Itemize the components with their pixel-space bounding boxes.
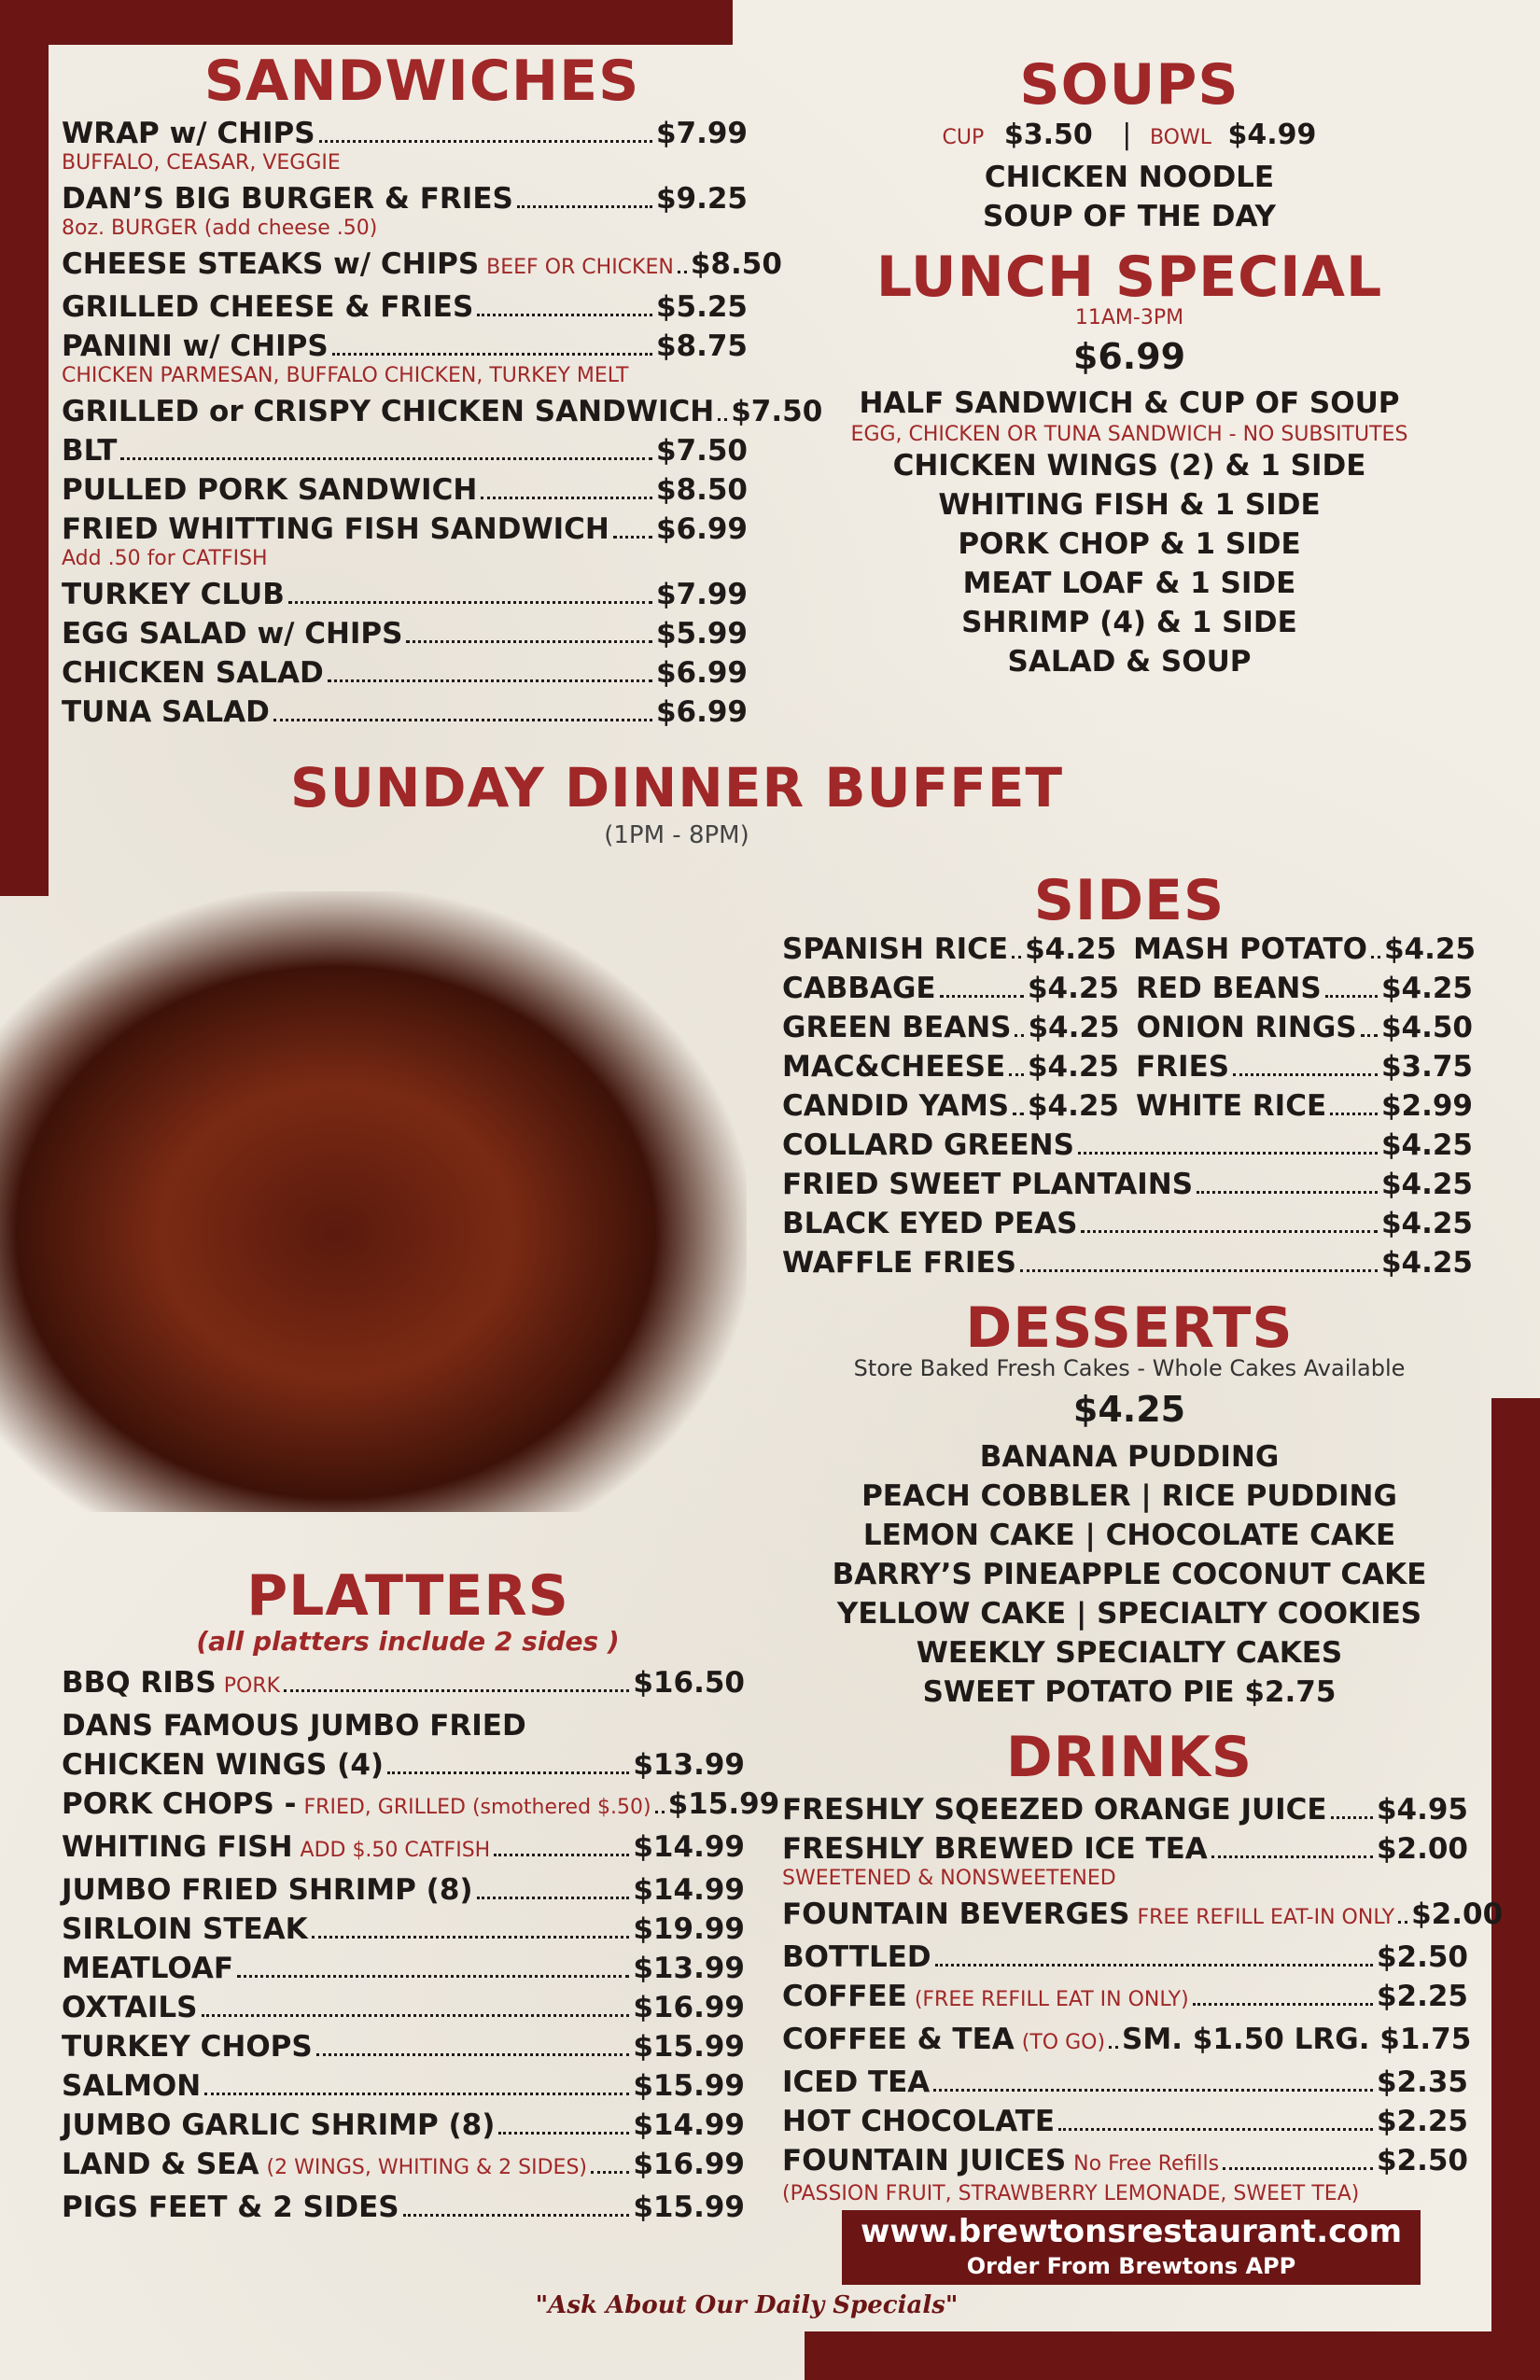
item-price: $2.35 [1376,2065,1468,2099]
sides-pairs [782,930,1477,1126]
item-price: $16.50 [633,1666,745,1700]
order-banner [842,2210,1421,2285]
item-price: $15.99 [633,2030,745,2064]
item-subtext: 8oz. BURGER (add cheese .50) [62,217,378,240]
item-name: WAFFLE FRIES [782,1246,1016,1280]
item-price: $19.99 [633,1912,745,1946]
item-price: $4.25 [1028,1011,1120,1044]
item-subtext: CHICKEN PARMESAN, BUFFALO CHICKEN, TURKEY MELT [62,364,629,387]
item-name: HOT CHOCOLATE [782,2105,1056,2138]
item-name: TURKEY CHOPS [62,2030,313,2064]
sandwich-item [62,392,823,431]
item-name: CHICKEN WINGS (4) [62,1748,385,1782]
cup-label: CUP [942,126,985,149]
platter-item [62,2188,745,2227]
dot-leader [328,679,652,682]
dot-leader [120,457,652,460]
item-name: FRIED WHITTING FISH SANDWICH [62,512,609,546]
item-name: MASH POTATO [1133,932,1367,966]
sides-row [782,930,1477,969]
dot-leader [481,497,652,499]
item-subtext: (PASSION FRUIT, STRAWBERRY LEMONADE, SWEET TEA) [782,2182,1360,2205]
item-price: $15.99 [633,2069,745,2103]
item-subtext: BUFFALO, CEASAR, VEGGIE [62,151,341,175]
item-name: CHICKEN SALAD [62,656,324,690]
dot-leader [1009,1073,1024,1076]
item-name: FOUNTAIN JUICES [782,2144,1067,2177]
dot-leader [1015,1034,1024,1037]
dot-leader [933,2089,1373,2092]
platter-item [62,1663,745,1706]
side-item [1136,1047,1473,1086]
side-cell [1136,1086,1473,1126]
item-name: FRESHLY SQEEZED ORANGE JUICE [782,1793,1327,1827]
platter-item [62,2145,745,2188]
item-price: $4.25 [1380,1246,1473,1280]
item-price: $4.25 [1025,932,1117,966]
item-price: $7.50 [731,395,823,428]
dessert-item: BANANA PUDDING [979,1440,1280,1474]
side-cell [782,1047,1119,1086]
item-name: GREEN BEANS [782,1011,1012,1044]
soups-heading: SOUPS [1019,52,1239,118]
item-name: GRILLED or CRISPY CHICKEN SANDWICH [62,395,715,428]
dessert-item: LEMON CAKE | CHOCOLATE CAKE [862,1519,1396,1552]
platter-item [62,1745,745,1785]
item-price: $13.99 [633,1748,745,1782]
dot-leader [316,2053,630,2056]
item-price: $7.50 [655,434,748,468]
item-price: $7.99 [655,578,748,611]
item-price: $4.50 [1380,1011,1473,1044]
item-price: $2.99 [1380,1089,1473,1123]
side-cell [1136,1047,1473,1086]
lunch-first-note: EGG, CHICKEN OR TUNA SANDWICH - NO SUBSITUTES [850,423,1408,446]
platter-item [62,1949,745,1988]
dot-leader [1211,1855,1373,1858]
item-price: $6.99 [655,695,748,729]
sides-row [782,1008,1473,1047]
item-price: $2.50 [1376,1940,1468,1974]
side-cell [782,1086,1119,1126]
dot-leader [1361,1034,1378,1037]
item-price: $7.99 [655,117,748,150]
platter-item [62,1988,745,2027]
lunch-heading: LUNCH SPECIAL [875,245,1383,310]
bowl-price: $4.99 [1227,119,1317,151]
side-item [782,1204,1473,1243]
item-name: ONION RINGS [1136,1011,1357,1044]
item-name: WHITING FISH [62,1830,293,1864]
item-price: $4.25 [1380,972,1473,1005]
dot-leader [1331,1816,1373,1819]
dot-leader [406,640,651,643]
item-name: CABBAGE [782,972,936,1005]
item-note: FRIED, GRILLED (smothered $.50) [303,1796,651,1819]
item-name: FRIED SWEET PLANTAINS [782,1168,1194,1201]
dot-leader [591,2171,629,2174]
lunch-items [765,446,1493,681]
lunch-item: WHITING FISH & 1 SIDE [938,488,1321,522]
lunch-section [765,306,1493,681]
item-name: SALMON [62,2069,202,2103]
dot-leader [1081,1230,1377,1233]
item-price: $5.25 [655,290,748,324]
platter-item [62,2106,745,2145]
cup-price: $3.50 [1003,119,1093,151]
item-price: $8.75 [655,329,748,363]
soup-sizes [765,116,1493,158]
item-price: $6.99 [655,512,748,546]
item-note: PORK [223,1674,281,1698]
item-name: BLT [62,434,118,468]
item-price: $5.99 [655,617,748,651]
dot-leader [1223,2167,1373,2170]
item-name: WHITE RICE [1136,1089,1327,1123]
item-name: JUMBO FRIED SHRIMP (8) [62,1873,473,1907]
item-name: ICED TEA [782,2065,931,2099]
dot-leader [477,1897,630,1899]
side-cell [1133,930,1476,969]
dot-leader [1233,1073,1378,1076]
item-name: FRESHLY BREWED ICE TEA [782,1832,1208,1866]
item-name: COFFEE [782,1980,907,2013]
platter-item [62,1870,745,1910]
lunch-item: PORK CHOP & 1 SIDE [958,527,1301,561]
dot-leader [288,601,652,604]
item-name: BOTTLED [782,1940,931,1974]
dot-leader [1012,956,1021,959]
item-name: CHEESE STEAKS w/ CHIPS [62,247,480,281]
item-note: FREE REFILL EAT-IN ONLY [1137,1906,1395,1929]
sandwich-item [62,693,748,732]
side-cell [1137,1008,1473,1047]
item-name: COLLARD GREENS [782,1128,1074,1162]
desserts-section [765,1355,1493,1712]
item-price: $9.25 [655,182,748,216]
sandwich-item [62,287,748,327]
dot-leader [332,353,652,356]
dot-leader [1078,1152,1378,1155]
sandwich-item [62,575,748,614]
item-price: $2.00 [1411,1897,1504,1931]
platters-note: (all platters include 2 sides ) [196,1626,620,1657]
item-name: FRIES [1136,1050,1230,1084]
drink-item [782,1895,1504,1938]
dot-leader [1109,2046,1118,2049]
item-name: FOUNTAIN BEVERGES [782,1897,1130,1931]
lunch-item: SHRIMP (4) & 1 SIDE [961,606,1297,639]
drink-item [782,2102,1468,2141]
website-link[interactable]: www.brewtonsrestaurant.com [860,2213,1403,2250]
item-note: No Free Refills [1073,2152,1220,2176]
desserts-price: $4.25 [1072,1389,1186,1430]
item-price: $6.99 [655,656,748,690]
item-name: BLACK EYED PEAS [782,1207,1078,1240]
side-item [782,1086,1119,1126]
item-price: $15.99 [667,1787,780,1821]
drink-item [782,2020,1472,2063]
daily-specials-tagline: "Ask About Our Daily Specials" [535,2291,959,2319]
dot-leader [319,140,652,143]
item-name: PORK CHOPS - [62,1787,297,1821]
item-price: $8.50 [690,247,782,281]
dessert-item: SWEET POTATO PIE $2.75 [922,1675,1337,1709]
dessert-item: WEEKLY SPECIALTY CAKES [916,1636,1343,1670]
dot-leader [655,1811,665,1813]
sides-heading: SIDES [1033,868,1225,933]
platter-item [62,2066,745,2106]
sandwich-item [62,470,748,510]
side-cell [782,1008,1120,1047]
desserts-heading: DESSERTS [965,1295,1294,1361]
dot-leader [613,536,652,539]
item-price: $14.99 [633,1873,745,1907]
side-item [782,1126,1473,1165]
dot-leader [517,205,652,208]
dot-leader [477,314,652,316]
bowl-label: BOWL [1149,126,1211,149]
lunch-item: SALAD & SOUP [1007,645,1252,679]
dot-leader [202,2014,630,2017]
item-note: ADD $.50 CATFISH [300,1839,491,1862]
dot-leader [678,271,687,273]
dot-leader [273,719,652,721]
item-name: CANDID YAMS [782,1089,1010,1123]
item-name: LAND & SEA [62,2148,259,2181]
side-item [782,969,1119,1008]
sides-row [782,1047,1473,1086]
item-price: $4.25 [1380,1168,1473,1201]
buffet-hours: (1PM - 8PM) [604,821,749,849]
drink-item [782,1829,1468,1869]
item-price: $16.99 [633,2148,745,2181]
lunch-hours: 11AM-3PM [1074,306,1184,329]
sides-section [782,930,1477,1282]
item-price: $4.25 [1380,1128,1473,1162]
drinks-heading: DRINKS [1005,1725,1253,1790]
dot-leader [1197,1191,1378,1194]
item-price: $15.99 [633,2191,745,2224]
item-price: $2.50 [1376,2144,1468,2177]
item-price: $16.99 [633,1991,745,2024]
item-price: $8.50 [655,473,748,507]
dot-leader [387,1771,629,1774]
side-item [1137,1008,1473,1047]
dessert-item: YELLOW CAKE | SPECIALTY COOKIES [836,1597,1422,1631]
item-name: SIRLOIN STEAK [62,1912,308,1946]
soup-items [765,158,1493,236]
dot-leader [1058,2128,1373,2131]
item-name: PULLED PORK SANDWICH [62,473,478,507]
item-subtext: SWEETENED & NONSWEETENED [782,1867,1116,1890]
sides-row [782,1086,1473,1126]
item-note: (TO GO) [1021,2031,1106,2054]
dot-leader [1020,1269,1378,1272]
item-price: $4.25 [1027,972,1119,1005]
item-price: $2.25 [1376,2105,1468,2138]
sandwich-item [62,179,748,218]
soup-item: CHICKEN NOODLE [984,161,1275,194]
lunch-first-item: HALF SANDWICH & CUP OF SOUP [859,386,1400,420]
platter-item [62,1827,745,1870]
lunch-item: CHICKEN WINGS (2) & 1 SIDE [892,449,1366,483]
item-price: $2.25 [1376,1980,1468,2013]
side-cell [1136,969,1473,1008]
left-side-bar [0,0,49,896]
sandwich-item [62,245,782,287]
drink-item [782,1938,1468,1977]
dot-leader [403,2214,630,2217]
side-item [1133,930,1476,969]
top-left-bar [0,0,733,45]
dot-leader [1398,1921,1407,1924]
drink-item [782,1790,1468,1829]
dessert-item: BARRY’S PINEAPPLE COCONUT CAKE [832,1558,1427,1591]
sandwich-item [62,431,748,470]
item-name: PANINI w/ CHIPS [62,329,329,363]
item-price: $4.95 [1376,1793,1468,1827]
dot-leader [284,1689,629,1692]
drink-item [782,2063,1468,2102]
item-name: OXTAILS [62,1991,198,2024]
side-item [1136,969,1473,1008]
item-name: JUMBO GARLIC SHRIMP (8) [62,2108,496,2142]
item-name: DANS FAMOUS JUMBO FRIED [62,1709,526,1743]
side-item [782,1008,1120,1047]
item-price: $4.25 [1380,1207,1473,1240]
sandwich-item [62,653,748,693]
item-name: RED BEANS [1136,972,1322,1005]
bottom-right-bar [805,2331,1540,2380]
item-name: BBQ RIBS [62,1666,217,1700]
item-name: SPANISH RICE [782,932,1009,966]
item-name: EGG SALAD w/ CHIPS [62,617,403,651]
dot-leader [1371,956,1380,959]
dot-leader [494,1854,629,1856]
dot-leader [1330,1113,1378,1115]
dot-leader [498,2132,629,2135]
item-name: TURKEY CLUB [62,578,285,611]
lunch-price: $6.99 [1072,336,1186,377]
platter-item [62,1910,745,1949]
sandwich-item [62,510,748,549]
platter-item [62,2027,745,2066]
item-price: SM. $1.50 LRG. $1.75 [1122,2023,1472,2056]
desserts-note: Store Baked Fresh Cakes - Whole Cakes Available [853,1355,1406,1381]
buffet-heading: SUNDAY DINNER BUFFET [289,756,1064,819]
dessert-item: PEACH COBBLER | RICE PUDDING [861,1479,1397,1513]
item-price: $4.25 [1383,932,1477,966]
item-price: $3.75 [1380,1050,1473,1084]
item-name: MEATLOAF [62,1952,234,1985]
dot-leader [1193,2003,1373,2006]
size-separator: | [1122,119,1132,151]
drink-item [782,2141,1468,2184]
dot-leader [935,1964,1373,1967]
platter-item [62,1785,780,1827]
platter-item [62,1706,745,1745]
item-name: GRILLED CHEESE & FRIES [62,290,474,324]
ribs-photo [0,891,747,1512]
item-price: $4.25 [1027,1050,1119,1084]
item-price: $14.99 [633,2108,745,2142]
item-price: $2.00 [1376,1832,1468,1866]
dot-leader [718,418,727,421]
drink-item [782,1977,1468,2020]
sides-singles [782,1126,1473,1282]
sandwich-item [62,327,748,366]
item-name: WRAP w/ CHIPS [62,117,315,150]
side-item [782,1165,1473,1204]
side-item [782,1243,1473,1282]
drink-list [782,1790,1504,2210]
side-cell [782,930,1116,969]
item-note: (FREE REFILL EAT IN ONLY) [914,1988,1189,2011]
dot-leader [204,2093,629,2095]
item-price: $14.99 [633,1830,745,1864]
sandwiches-heading: SANDWICHES [203,49,640,114]
side-cell [782,969,1119,1008]
item-name: TUNA SALAD [62,695,270,729]
dot-leader [940,995,1024,998]
item-price: $4.25 [1027,1089,1119,1123]
sandwich-item [62,114,748,153]
item-note: (2 WINGS, WHITING & 2 SIDES) [266,2156,588,2179]
side-item [1136,1086,1473,1126]
item-subtext: Add .50 for CATFISH [62,547,268,570]
item-name: MAC&CHEESE [782,1050,1006,1084]
side-item [782,930,1116,969]
sandwich-list [62,114,823,732]
soup-item: SOUP OF THE DAY [983,200,1276,233]
item-name: DAN’S BIG BURGER & FRIES [62,182,513,216]
sides-row [782,969,1473,1008]
platters-heading: PLATTERS [246,1563,569,1629]
right-side-bar [1491,1398,1540,2380]
item-price: $13.99 [633,1952,745,1985]
side-item [782,1047,1119,1086]
app-link[interactable]: Order From Brewtons APP [966,2253,1296,2279]
dot-leader [312,1936,630,1939]
soup-section [765,116,1493,236]
dessert-items [765,1437,1493,1712]
dot-leader [1325,995,1378,998]
lunch-item: MEAT LOAF & 1 SIDE [962,567,1296,600]
dot-leader [237,1975,629,1978]
sandwich-item [62,614,748,653]
platter-list [62,1663,780,2227]
item-name: COFFEE & TEA [782,2023,1015,2056]
dot-leader [1013,1113,1024,1115]
item-note: BEEF OR CHICKEN [486,256,674,279]
item-name: PIGS FEET & 2 SIDES [62,2191,399,2224]
